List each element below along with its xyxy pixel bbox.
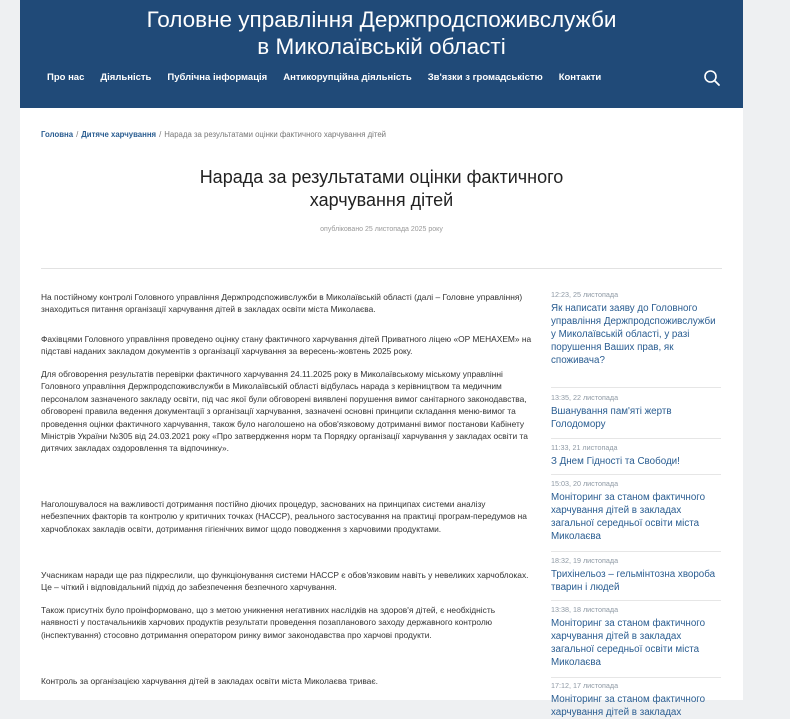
news-link[interactable]: Як написати заяву до Головного управління Держпродспоживслужби у Миколаївській області, у разі порушення Ваших прав, як споживача? [551, 303, 716, 366]
news-link[interactable]: З Днем Гідності та Свободи! [551, 456, 680, 467]
publication-date: опубліковано 25 листопада 2025 року [320, 226, 443, 233]
article-paragraph: Також присутніх було проінформовано, що з метою уникнення негативних наслідків на здоров'я дітей, є необхідність наявності у постачальників харчових продуктів результати проведення позапланового заходу державного контролю (інспектування) стосовно дотримання оператором ринку вимог законодавства про харчові продукти. [41, 605, 496, 640]
news-time: 15:03, 20 листопада [551, 479, 619, 488]
search-icon [703, 69, 721, 87]
divider [551, 600, 721, 601]
nav-item-about[interactable]: Про нас [47, 72, 85, 83]
divider [551, 387, 721, 388]
article-paragraph: Наголошувалося на важливості дотримання постійно діючих процедур, заснованих на принципах системи аналізу небезпечних факторів та контролю у критичних точках (НАССР), реального застосування на практиці програм-передумов на харчоблоках закладів освіти, дотримання гігієнічних вимог щодо поводження з харчовими продуктами. [41, 499, 527, 534]
news-time: 18:32, 19 листопада [551, 556, 619, 565]
breadcrumb [41, 130, 386, 139]
site-title[interactable] [20, 6, 743, 60]
news-item [551, 556, 721, 594]
article-paragraph: Учасникам наради ще раз підкреслили, що функціонування системи НАССР є обов'язковим навіть у невеликих харчоблоках. Це – чіткий і відповідальний підхід до забезпечення безпечного харчування. [41, 570, 529, 593]
nav-item-public-relations[interactable]: Зв'язки з громадськістю [427, 72, 543, 83]
divider [551, 474, 721, 475]
news-link[interactable]: Моніторинг за станом фактичного харчування дітей в закладах [551, 694, 706, 718]
news-time: 12:23, 25 листопада [551, 290, 619, 299]
breadcrumb-section[interactable]: Дитяче харчування [81, 130, 157, 139]
divider [551, 438, 721, 439]
news-item [551, 443, 721, 468]
news-time: 13:35, 22 листопада [551, 393, 619, 402]
breadcrumb-home[interactable]: Головна [41, 130, 74, 139]
nav-item-public-info[interactable]: Публічна інформація [167, 72, 268, 83]
news-link[interactable]: Трихінельоз – гельмінтозна хвороба тварин і людей [551, 569, 716, 593]
nav-item-contacts[interactable]: Контакти [558, 72, 602, 83]
article-paragraph: На постійному контролі Головного управління Держпродспоживслужби в Миколаївській області (далі – Головне управління) знаходиться питання організації харчування дітей в закладах освіти міста Миколаєва. [41, 292, 523, 315]
news-item [551, 290, 721, 367]
article-paragraph: Для обговорення результатів перевірки фактичного харчування 24.11.2025 року в Миколаївському міському управлінні Головного управління Держпродспоживслужби в Миколаївській області відбулась нарада з керівництвом та медичним персоналом зазначеного закладу освіти, під час якої були обговорені виявлені порушення вимог санітарного законодавства, обговорені правила ведення документації з організації харчування, зазначені основні принципи складання меню-вимог та проведення оцінки фактичного харчування, також було наголошено на обов'язковому дотриманні вимог постанови Кабінету Міністрів України №305 від 24.03.2021 року «Про затвердження норм та Порядку організації харчування у закладах освіти та дитячих закладах оздоровлення та відпочинку». [41, 369, 528, 454]
news-link[interactable]: Моніторинг за станом фактичного харчування дітей в закладах загальної середньої освіти міста Миколаєва [551, 492, 706, 542]
news-item [551, 681, 721, 719]
breadcrumb-separator: / [159, 130, 162, 139]
site-title-line2[interactable]: в Миколаївській області [257, 34, 506, 59]
news-time: 11:33, 21 листопада [551, 443, 618, 452]
site-title-line1[interactable]: Головне управління Держпродспоживслужби [146, 7, 617, 32]
news-item [551, 605, 721, 669]
main-nav [47, 72, 601, 86]
divider [551, 551, 721, 552]
news-item [551, 393, 721, 431]
divider [551, 677, 721, 678]
breadcrumb-current: Нарада за результатами оцінки фактичного харчування дітей [164, 130, 387, 139]
search-button[interactable] [703, 69, 721, 87]
article-title-line1: Нарада за результатами оцінки фактичного [199, 167, 564, 187]
article-paragraph: Контроль за організацією харчування дітей в закладах освіти міста Миколаєва триває. [41, 676, 378, 686]
page [20, 0, 743, 718]
site-header [20, 0, 743, 108]
news-link[interactable]: Вшанування пам'яті жертв Голодомору [551, 406, 672, 430]
article-title [110, 166, 653, 212]
news-time: 17:12, 17 листопада [551, 681, 619, 690]
nav-item-activity[interactable]: Діяльність [100, 72, 152, 83]
nav-item-anticorruption[interactable]: Антикорупційна діяльність [283, 72, 412, 83]
news-item [551, 479, 721, 543]
article-paragraph: Фахівцями Головного управління проведено оцінку стану фактичного харчування дітей Приватного ліцею «ОР МЕНАХЕМ» на підставі наданих закладом документів з організації харчування за вересень-жовтень 2025 року. [41, 334, 532, 357]
article-title-line2: харчування дітей [309, 190, 454, 210]
breadcrumb-separator: / [76, 130, 79, 139]
news-time: 13:38, 18 листопада [551, 605, 619, 614]
news-link[interactable]: Моніторинг за станом фактичного харчування дітей в закладах загальної середньої освіти міста Миколаєва [551, 618, 706, 668]
divider [41, 268, 722, 269]
